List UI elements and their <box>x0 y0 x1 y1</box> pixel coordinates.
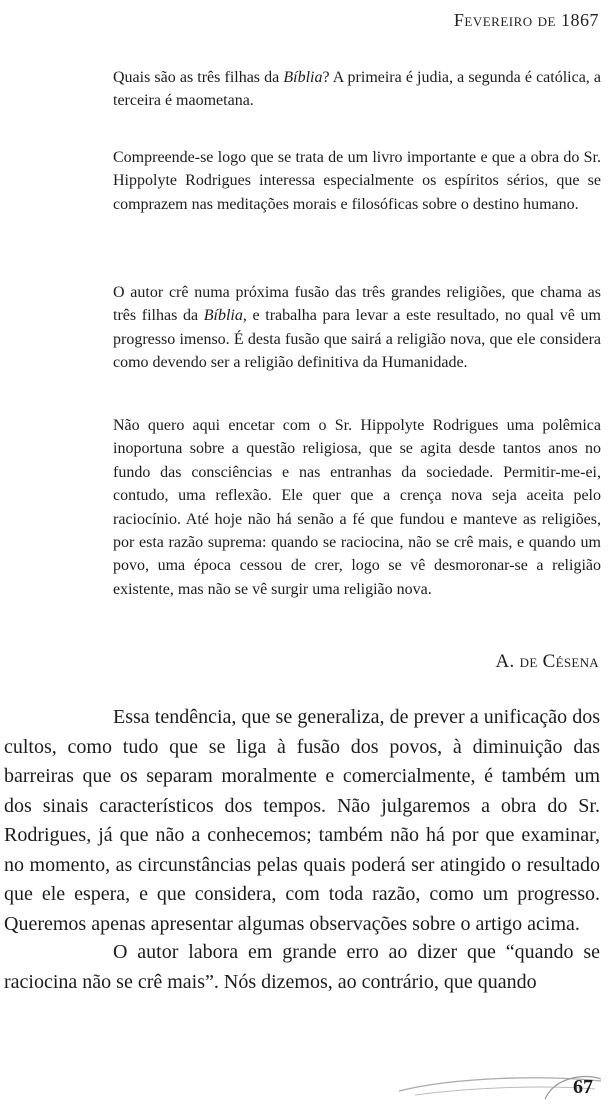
quote-paragraph <box>113 414 601 601</box>
text-run: O autor crê numa próxima fusão das três grandes religiões, que chama as três filhas da <box>113 284 601 325</box>
quote-signature: A. de Césena <box>495 651 599 672</box>
quote-paragraph <box>113 66 601 113</box>
body-paragraph <box>4 703 600 939</box>
quote-paragraph <box>113 146 601 216</box>
quote-text: Compreende-se logo que se trata de um livro importante e que a obra do Sr. Hippolyte Rodrigues interessa especialmente os espíritos sérios, que se comprazem nas meditações morais e filosóficas sobre o destino humano. <box>113 149 601 213</box>
body-paragraph <box>4 938 600 997</box>
text-run: , e trabalha para levar a este resultado, no qual vê um progresso imenso. É desta fusão que sairá a religião nova, que ele considera como devendo ser a religião definitiva da Humanidade. <box>113 307 602 372</box>
page-number: 67 <box>573 1076 593 1098</box>
body-text: Essa tendência, que se generaliza, de prever a unificação dos cultos, como tudo que se liga à fusão dos povos, à diminuição das barreiras que os separam moralmente e comercialmente, é também um dos sinais característicos dos tempos. Não julgaremos a obra do Sr. Rodrigues, já que não a conhecemos; também não há por que examinar, no momento, as circunstâncias pelas quais poderá ser atingido o resultado que ele espera, e que considera, com toda razão, como um progresso. Queremos apenas apresentar algumas observações sobre o artigo acima. <box>4 706 600 935</box>
running-header: Fevereiro de 1867 <box>453 10 599 30</box>
quote-paragraph <box>113 281 601 375</box>
emphasis-bible: Bíblia <box>283 69 323 86</box>
body-text: O autor labora em grande erro ao dizer que “quando se raciocina não se crê mais”. Nós dizemos, ao contrário, que quando <box>4 941 600 993</box>
text-run: Quais são as três filhas da <box>113 69 284 86</box>
emphasis-bible: Bíblia <box>203 307 243 325</box>
quote-text: Não quero aqui encetar com o Sr. Hippolyte Rodrigues uma polêmica inoportuna sobre a questão religiosa, que se agita desde tantos anos no fundo das consciências e nas entranhas da sociedade. Permitir-me-ei, contudo, uma reflexão. Ele quer que a crença nova seja aceita pelo raciocínio. Até hoje não há senão a fé que fundou e manteve as religiões, por esta razão suprema: quando se raciocina, não se crê mais, e quando um povo, uma época cessou de crer, logo se vê desmoronar-se a religião existente, mas não se vê surgir uma religião nova. <box>113 417 601 598</box>
text-run: ? A primeira é judia, a segunda é católica, a terceira é maometana. <box>113 69 602 110</box>
